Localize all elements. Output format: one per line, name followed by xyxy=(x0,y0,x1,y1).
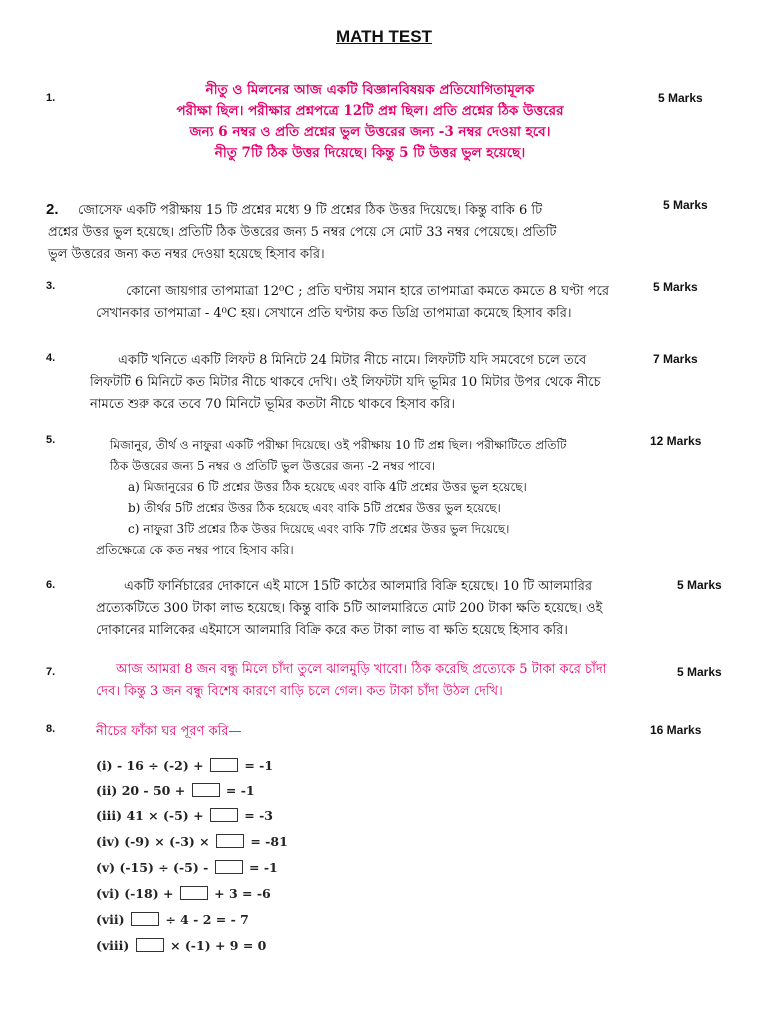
question-5-subpart: c) নাফুরা 3টি প্রশ্নের ঠিক উত্তর দিয়েছে এবং বাকি 7টি প্রশ্নের উত্তর ভুল দিয়েছে। xyxy=(128,522,510,536)
question-7-line: আজ আমরা 8 জন বন্ধু মিলে চাঁদা তুলে ঝালমুড়ি খাবো। ঠিক করেছি প্রত্যেকে 5 টাকা করে চাঁদা xyxy=(116,662,607,677)
expression-after: × (-1) + 9 = 0 xyxy=(170,938,267,953)
fill-blank-item xyxy=(96,886,271,901)
question-6-line: প্রত্যেকটিতে 300 টাকা লাভ হয়েছে। কিন্তু বাকি 5টি আলমারিতে মোট 200 টাকা ক্ষতি হয়েছে। ওই xyxy=(96,601,603,616)
item-roman: (i) xyxy=(96,758,113,773)
question-marks-1: 5 Marks xyxy=(658,91,703,105)
expression-before: (-18) + xyxy=(124,886,174,901)
question-1-line: নীতু 7টি ঠিক উত্তর দিয়েছে। কিন্তু 5 টি উত্তর ভুল হয়েছে। xyxy=(214,145,526,161)
expression-before: 20 - 50 + xyxy=(121,783,186,798)
expression-after: = -1 xyxy=(225,783,255,798)
blank-box[interactable] xyxy=(215,860,243,874)
question-text-5 xyxy=(96,435,641,561)
question-1-line: পরীক্ষা ছিল। পরীক্ষার প্রশ্নপত্রে 12টি প্রশ্ন ছিল। প্রতি প্রশ্নের ঠিক উত্তরের xyxy=(176,103,564,119)
fill-blank-item xyxy=(96,758,273,773)
item-roman: (v) xyxy=(96,860,116,875)
question-5-closing: প্রতিক্ষেত্রে কে কত নম্বর পাবে হিসাব করি। xyxy=(96,543,294,557)
item-roman: (vii) xyxy=(96,912,125,927)
item-roman: (viii) xyxy=(96,938,130,953)
blank-box[interactable] xyxy=(216,834,244,848)
blank-box[interactable] xyxy=(131,912,159,926)
question-number-3: 3. xyxy=(46,280,56,292)
fill-blank-item xyxy=(96,808,273,823)
fill-blank-item xyxy=(96,783,255,798)
question-3-line: সেখানকার তাপমাত্রা - 4⁰C হয়। সেখানে প্রতি ঘণ্টায় কত ডিগ্রি তাপমাত্রা কমেছে হিসাব করি। xyxy=(96,306,572,321)
question-text-4 xyxy=(90,350,650,416)
question-text-7 xyxy=(96,659,656,703)
expression-before: (-15) ÷ (-5) - xyxy=(119,860,209,875)
item-roman: (iv) xyxy=(96,834,120,849)
question-5-subpart: a) মিজানুরের 6 টি প্রশ্নের উত্তর ঠিক হয়েছে এবং বাকি 4টি প্রশ্নের উত্তর ভুল হয়েছে। xyxy=(128,480,527,494)
question-3-line: কোনো জায়গার তাপমাত্রা 12⁰C ; প্রতি ঘণ্টায় সমান হারে তাপমাত্রা কমতে কমতে 8 ঘণ্টা পরে xyxy=(126,284,610,299)
question-5-subpart: b) তীর্থর 5টি প্রশ্নের উত্তর ঠিক হয়েছে এবং বাকি 5টি প্রশ্নের উত্তর ভুল হয়েছে। xyxy=(128,501,501,515)
expression-before: 41 × (-5) + xyxy=(126,808,204,823)
question-marks-7: 5 Marks xyxy=(677,665,722,679)
fill-blank-item xyxy=(96,912,249,927)
question-6-line: দোকানের মালিকের এইমাসে আলমারি বিক্রি করে কত টাকা লাভ বা ক্ষতি হয়েছে হিসাব করি। xyxy=(96,623,568,638)
question-5-line: ঠিক উত্তরের জন্য 5 নম্বর ও প্রতিটি ভুল উত্তরের জন্য -2 নম্বর পাবে। xyxy=(110,459,436,473)
blank-box[interactable] xyxy=(180,886,208,900)
fill-blank-item xyxy=(96,834,288,849)
question-number-7: 7. xyxy=(46,666,56,678)
question-marks-2: 5 Marks xyxy=(663,198,708,212)
question-7-line: দেব। কিন্তু 3 জন বন্ধু বিশেষ কারণে বাড়ি চলে গেল। কত টাকা চাঁদা উঠল দেখি। xyxy=(96,684,503,699)
item-roman: (ii) xyxy=(96,783,118,798)
question-marks-4: 7 Marks xyxy=(653,352,698,366)
item-roman: (vi) xyxy=(96,886,120,901)
question-marks-5: 12 Marks xyxy=(650,434,702,448)
expression-before: (-9) × (-3) × xyxy=(124,834,210,849)
question-text-3 xyxy=(96,281,641,325)
question-4-line: নামতে শুরু করে তবে 70 মিনিটে ভূমির কতটা নীচে থাকবে হিসাব করি। xyxy=(90,397,455,412)
question-marks-8: 16 Marks xyxy=(650,723,702,737)
question-6-line: একটি ফার্নিচারের দোকানে এই মাসে 15টি কাঠের আলমারি বিক্রি হয়েছে। 10 টি আলমারির xyxy=(124,579,593,594)
question-text-2 xyxy=(48,200,638,266)
question-5-line: মিজানুর, তীর্থ ও নাফুরা একটি পরীক্ষা দিয়েছে। ওই পরীক্ষায় 10 টি প্রশ্ন ছিল। পরীক্ষাটিতে প্রতিটি xyxy=(110,438,567,452)
question-text-1 xyxy=(90,80,650,164)
blank-box[interactable] xyxy=(210,758,238,772)
question-number-2: 2. xyxy=(46,201,59,218)
question-text-6 xyxy=(96,576,656,642)
expression-after: = -3 xyxy=(244,808,273,823)
page-title: MATH TEST xyxy=(335,27,432,46)
expression-after: = -1 xyxy=(244,758,274,773)
question-number-5: 5. xyxy=(46,434,56,446)
question-number-4: 4. xyxy=(46,352,56,364)
expression-after: = -1 xyxy=(249,860,278,875)
question-4-line: লিফটটি 6 মিনিটে কত মিটার নীচে থাকবে দেখি। ওই লিফটটা যদি ভূমির 10 মিটার উপর থেকে নীচে xyxy=(90,375,601,390)
question-4-line: একটি খনিতে একটি লিফট 8 মিনিটে 24 মিটার নীচে নামে। লিফটটি যদি সমবেগে চলে তবে xyxy=(118,353,587,368)
fill-blanks-heading: নীচের ফাঁকা ঘর পূরণ করি— xyxy=(96,724,242,739)
fill-blank-item xyxy=(96,860,278,875)
question-1-line: জন্য 6 নম্বর ও প্রতি প্রশ্নের ভুল উত্তরের জন্য -3 নম্বর দেওয়া হবে। xyxy=(189,124,551,140)
question-number-1: 1. xyxy=(46,92,56,104)
blank-box[interactable] xyxy=(210,808,238,822)
expression-after: ÷ 4 - 2 = - 7 xyxy=(165,912,249,927)
question-marks-6: 5 Marks xyxy=(677,578,722,592)
question-marks-3: 5 Marks xyxy=(653,280,698,294)
question-2-line: জোসেফ একটি পরীক্ষায় 15 টি প্রশ্নের মধ্যে 9 টি প্রশ্নের ঠিক উত্তর দিয়েছে। কিন্তু বাকি 6 টি xyxy=(78,203,543,218)
question-2-line: প্রশ্নের উত্তর ভুল হয়েছে। প্রতিটি ঠিক উত্তরের জন্য 5 নম্বর পেয়ে সে মোট 33 নম্বর পেয়েছে। প্রতিটি xyxy=(48,225,557,240)
expression-after: + 3 = -6 xyxy=(214,886,271,901)
expression-before: - 16 ÷ (-2) + xyxy=(116,758,204,773)
blank-box[interactable] xyxy=(136,938,164,952)
fill-blank-item xyxy=(96,938,266,953)
question-number-6: 6. xyxy=(46,579,56,591)
blank-box[interactable] xyxy=(192,783,220,797)
question-2-line: ভুল উত্তরের জন্য কত নম্বর দেওয়া হয়েছে হিসাব করি। xyxy=(48,247,325,262)
question-1-line: নীতু ও মিলনের আজ একটি বিজ্ঞানবিষয়ক প্রতিযোগিতামূলক xyxy=(205,82,535,98)
expression-after: = -81 xyxy=(250,834,288,849)
question-number-8: 8. xyxy=(46,723,56,735)
item-roman: (iii) xyxy=(96,808,123,823)
